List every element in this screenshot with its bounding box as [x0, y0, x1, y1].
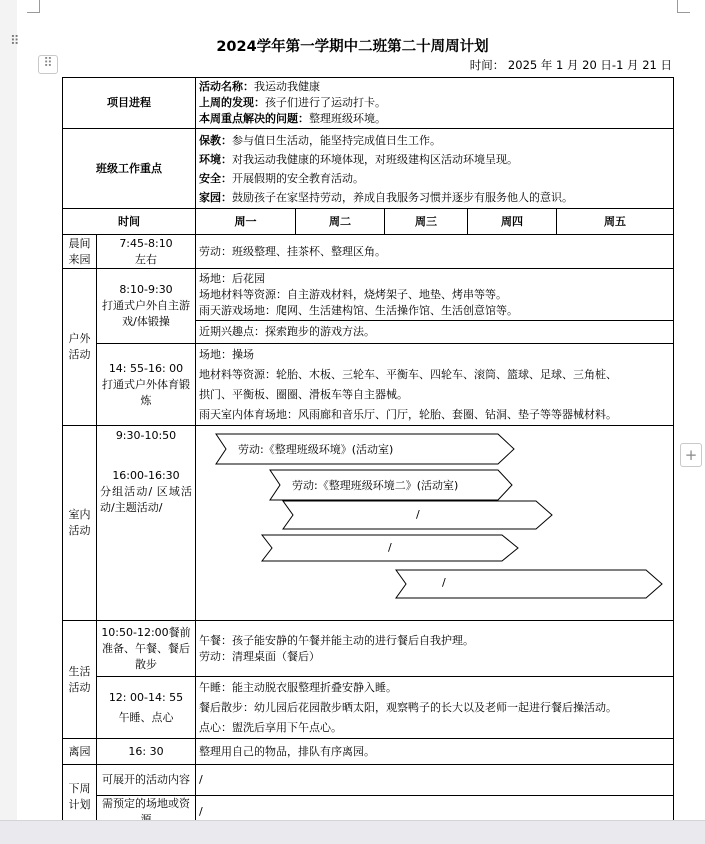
focus-text-safety: 开展假期的安全教育活动。: [232, 171, 364, 185]
focus-label-safety: 安全：: [199, 171, 232, 185]
indoor-time1: 9:30-10:50: [115, 429, 177, 442]
life-slot1-content: [196, 621, 674, 677]
life-slot2-line: 点心：盥洗后享用下午点心。: [199, 720, 342, 734]
life-slot1-line: 午餐：孩子能安静的午餐并能主动的进行餐后自我护理。: [199, 633, 474, 647]
activity-arrow[interactable]: [396, 570, 662, 598]
outdoor-row-3: [63, 344, 674, 426]
day-thu: 周四: [468, 209, 557, 235]
indoor-time: [97, 426, 196, 621]
outdoor-label: 户外活动: [63, 269, 97, 426]
life-slot1-time: 10:50-12:00餐前准备、午餐、餐后散步: [97, 621, 196, 677]
focus-text-home: 鼓励孩子在家坚持劳动，养成自我服务习惯并逐步有服务他人的意识。: [232, 190, 573, 204]
life-slot2-line: 餐后散步：幼儿园后花园散步晒太阳，观察鸭子的长大以及老师一起进行餐后操活动。: [199, 700, 617, 714]
outdoor-slot1-content: [196, 269, 674, 321]
focus-label-care: 保教：: [199, 133, 232, 147]
arrow-label: 劳动:《整理班级环境二》(活动室): [292, 479, 459, 492]
crop-mark-top-left: [27, 0, 40, 13]
morning-time-range: 7:45-8:10: [119, 236, 173, 250]
weekly-plan-table: [62, 77, 674, 829]
outdoor-row-1: [63, 269, 674, 321]
activity-arrow[interactable]: [262, 535, 518, 561]
outdoor-slot2-line: 地材料等资源：轮胎、木板、三轮车、平衡车、四轮车、滚筒、篮球、足球、三角桩、: [199, 367, 617, 381]
day-mon: 周一: [196, 209, 296, 235]
day-fri: 周五: [557, 209, 674, 235]
next-week-activity-label: 可展开的活动内容: [97, 765, 196, 796]
outdoor-slot1-line: 雨天游戏场地：爬网、生活建构馆、生活操作馆、生活创意馆等。: [199, 303, 518, 317]
outdoor-slot1-line: 场地材料等资源：自主游戏材料，烧烤架子、地垫、烤串等等。: [199, 287, 507, 301]
life-slot2-line: 午睡：能主动脱衣服整理折叠安静入睡。: [199, 680, 397, 694]
indoor-activity-name: 分组活动/ 区域活动/主题活动/: [100, 485, 192, 514]
morning-time: [97, 235, 196, 269]
activity-value: 我运动我健康: [254, 80, 320, 93]
found-value: 孩子们进行了运动打卡。: [265, 96, 386, 109]
life-slot2-range: 12: 00-14: 55: [108, 690, 184, 704]
next-week-resource-label: 需预定的场地或资: [97, 796, 196, 829]
progress-row: [63, 78, 674, 129]
focus-text-env: 对我运动我健康的环境体现，对班级建构区活动环境呈现。: [232, 152, 518, 166]
morning-content: 劳动：班级整理、挂茶杯、整理区角。: [196, 235, 674, 269]
indoor-time2: 16:00-16:30: [112, 469, 180, 482]
indoor-label: 室内活动: [63, 426, 97, 621]
life-slot1-line: 劳动：清理桌面（餐后）: [199, 649, 320, 663]
outdoor-slot2-name: 打通式户外体育锻炼: [102, 377, 190, 407]
add-column-icon[interactable]: +: [680, 443, 702, 467]
activity-arrow[interactable]: [270, 470, 512, 500]
document-date: 时间： 2025 年 1 月 20 日-1 月 21 日: [469, 58, 672, 72]
document-title: 2024学年第一学期中二班第二十周周计划: [216, 39, 489, 55]
leave-row: [63, 739, 674, 765]
outdoor-slot1-time: [97, 269, 196, 344]
outdoor-slot1-range: 8:10-9:30: [119, 283, 173, 296]
next-week-resource-value: /: [196, 796, 674, 829]
issue-value: 整理班级环境。: [309, 112, 386, 125]
morning-time-approx: 左右: [135, 252, 157, 266]
focus-label-home: 家园：: [199, 190, 232, 204]
next-week-row-1: [63, 765, 674, 796]
outdoor-slot2-line: 拱门、平衡板、圈圈、滑板车等自主器械。: [199, 387, 408, 401]
life-label: 生活活动: [63, 621, 97, 739]
activity-arrow[interactable]: [216, 434, 514, 464]
activity-label: 活动名称：: [199, 80, 254, 93]
day-tue: 周二: [296, 209, 385, 235]
progress-content: [196, 78, 674, 129]
day-wed: 周三: [385, 209, 468, 235]
focus-header: 班级工作重点: [63, 129, 196, 209]
outdoor-slot2-time: [97, 344, 196, 426]
outdoor-slot2-line: 场地：操场: [199, 347, 254, 361]
arrow-label: /: [388, 541, 392, 554]
morning-row: [63, 235, 674, 269]
activity-arrow[interactable]: [283, 501, 552, 529]
crop-mark-top-right: [677, 0, 690, 13]
morning-label: 晨间来园: [63, 235, 97, 269]
life-slot2-name: 午睡、点心: [118, 710, 174, 724]
indoor-arrows-cell: [196, 426, 674, 621]
focus-row: [63, 129, 674, 209]
leave-content: 整理用自己的物品，排队有序离园。: [196, 739, 674, 765]
next-week-label: 下周计划: [63, 765, 97, 829]
bottom-status-bar: [0, 820, 705, 844]
time-header: 时间: [63, 209, 196, 235]
progress-header: 项目进程: [63, 78, 196, 129]
outdoor-slot1-line: 场地：后花园: [199, 271, 265, 285]
outdoor-interest: 近期兴趣点：探索跑步的游戏方法。: [196, 321, 674, 344]
leave-label: 离园: [63, 739, 97, 765]
leave-time: 16: 30: [97, 739, 196, 765]
outdoor-slot2-range: 14: 55-16: 00: [108, 361, 184, 375]
week-header-row: [63, 209, 674, 235]
outdoor-slot1-name: 打通式户外自主游戏/体锻操: [102, 299, 190, 328]
indoor-row: [63, 426, 674, 621]
table-handle-icon[interactable]: ⠿: [38, 55, 58, 74]
focus-content: [196, 129, 674, 209]
life-slot2-content: [196, 677, 674, 739]
drag-handle-icon[interactable]: ⠿: [10, 34, 20, 49]
next-week-activity-value: /: [196, 765, 674, 796]
arrow-label: /: [442, 576, 446, 589]
issue-label: 本周重点解决的问题：: [199, 112, 309, 125]
indoor-arrows: [196, 426, 674, 621]
arrow-label: /: [416, 508, 420, 521]
arrow-label: 劳动:《整理班级环境》(活动室): [238, 443, 394, 456]
focus-label-env: 环境：: [199, 152, 232, 166]
life-row-2: [63, 677, 674, 739]
life-slot2-time: [97, 677, 196, 739]
life-row-1: [63, 621, 674, 677]
outdoor-slot2-line: 雨天室内体育场地：风雨廊和音乐厅、门厅，轮胎、套圈、钻洞、垫子等等器械材料。: [199, 407, 617, 421]
outdoor-slot2-content: [196, 344, 674, 426]
focus-text-care: 参与值日生活动，能坚持完成值日生工作。: [232, 133, 441, 147]
found-label: 上周的发现：: [199, 96, 265, 109]
